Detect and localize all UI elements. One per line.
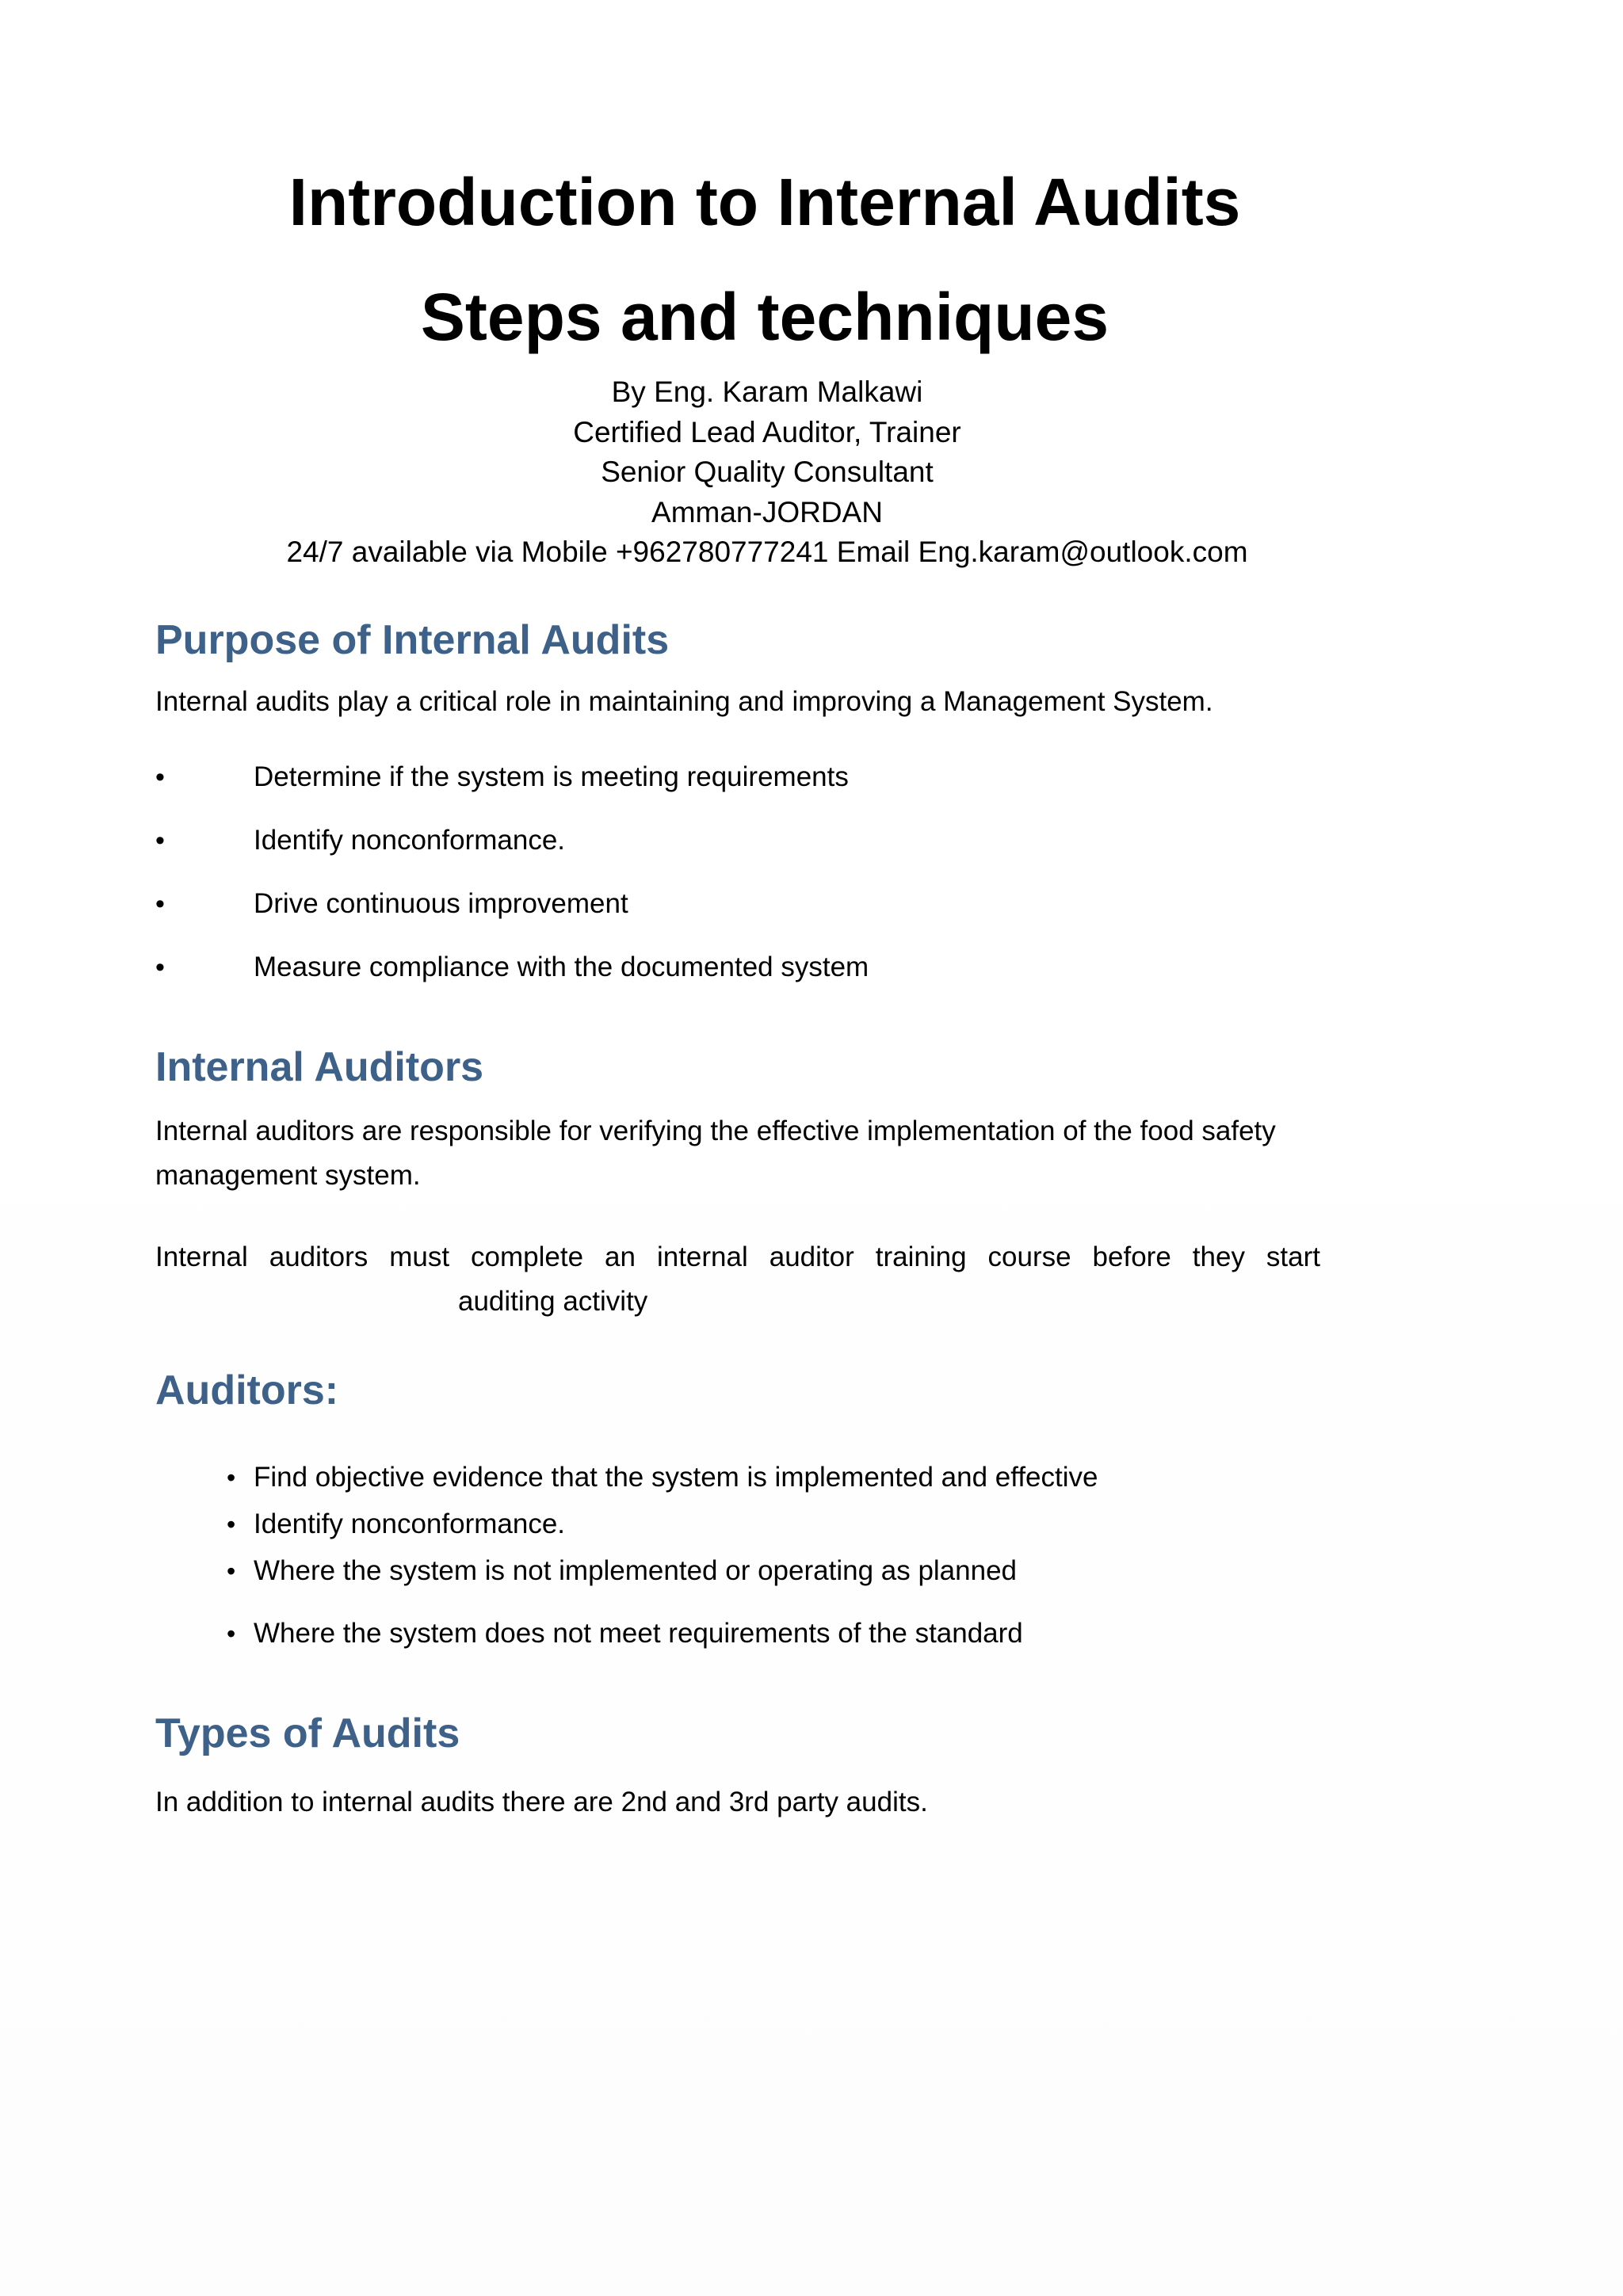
author-name: By Eng. Karam Malkawi: [611, 376, 923, 408]
purpose-intro: Internal audits play a critical role in maintaining and improving a Management System.: [155, 686, 1213, 717]
list-item-text: Where the system does not meet requirements of the standard: [254, 1618, 1023, 1649]
section-heading-internal-auditors: Internal Auditors: [155, 1044, 484, 1090]
list-item: [227, 1551, 1017, 1591]
document-title: Introduction to Internal Audits: [288, 165, 1241, 239]
author-location: Amman-JORDAN: [651, 495, 883, 528]
bullet-icon: •: [155, 762, 165, 792]
internal-auditors-para1-line1: Internal auditors are responsible for verifying the effective implementation of the food safety: [155, 1116, 1276, 1146]
list-item: [155, 821, 565, 860]
author-title: Certified Lead Auditor, Trainer: [573, 415, 961, 448]
list-item-text: Measure compliance with the documented system: [254, 952, 869, 982]
list-item: [227, 1505, 565, 1544]
bullet-icon: •: [227, 1557, 236, 1585]
list-item: [155, 948, 869, 987]
bullet-icon: •: [155, 826, 165, 856]
bullet-icon: •: [227, 1619, 236, 1648]
author-contact: 24/7 available via Mobile +962780777241 Email Eng.karam@outlook.com: [286, 536, 1248, 568]
list-item-text: Where the system is not implemented or operating as planned: [254, 1555, 1018, 1586]
internal-auditors-para2-line2: auditing activity: [458, 1286, 648, 1317]
bullet-icon: •: [155, 952, 165, 982]
list-item-text: Find objective evidence that the system is implemented and effective: [254, 1462, 1098, 1493]
document-subtitle: Steps and techniques: [420, 280, 1109, 354]
section-heading-types: Types of Audits: [155, 1711, 460, 1756]
list-item: [155, 757, 849, 797]
bullet-icon: •: [227, 1510, 236, 1539]
internal-auditors-para2-line1: Internal auditors must complete an internal auditor training course before they start: [155, 1241, 1320, 1272]
list-item-text: Identify nonconformance.: [254, 1508, 566, 1539]
list-item-text: Determine if the system is meeting requirements: [254, 761, 849, 792]
section-heading-auditors: Auditors:: [155, 1367, 339, 1413]
list-item-text: Identify nonconformance.: [254, 825, 566, 856]
types-text: In addition to internal audits there are 2nd and 3rd party audits.: [155, 1787, 928, 1817]
internal-auditors-para1-line2: management system.: [155, 1160, 421, 1191]
list-item: [227, 1458, 1098, 1497]
author-byline: [0, 372, 1534, 573]
author-role: Senior Quality Consultant: [601, 456, 934, 488]
list-item: [227, 1614, 1023, 1653]
list-item-text: Drive continuous improvement: [254, 888, 628, 919]
bullet-icon: •: [155, 889, 165, 919]
section-heading-purpose: Purpose of Internal Audits: [155, 617, 670, 663]
list-item: [155, 884, 628, 924]
bullet-icon: •: [227, 1463, 236, 1492]
